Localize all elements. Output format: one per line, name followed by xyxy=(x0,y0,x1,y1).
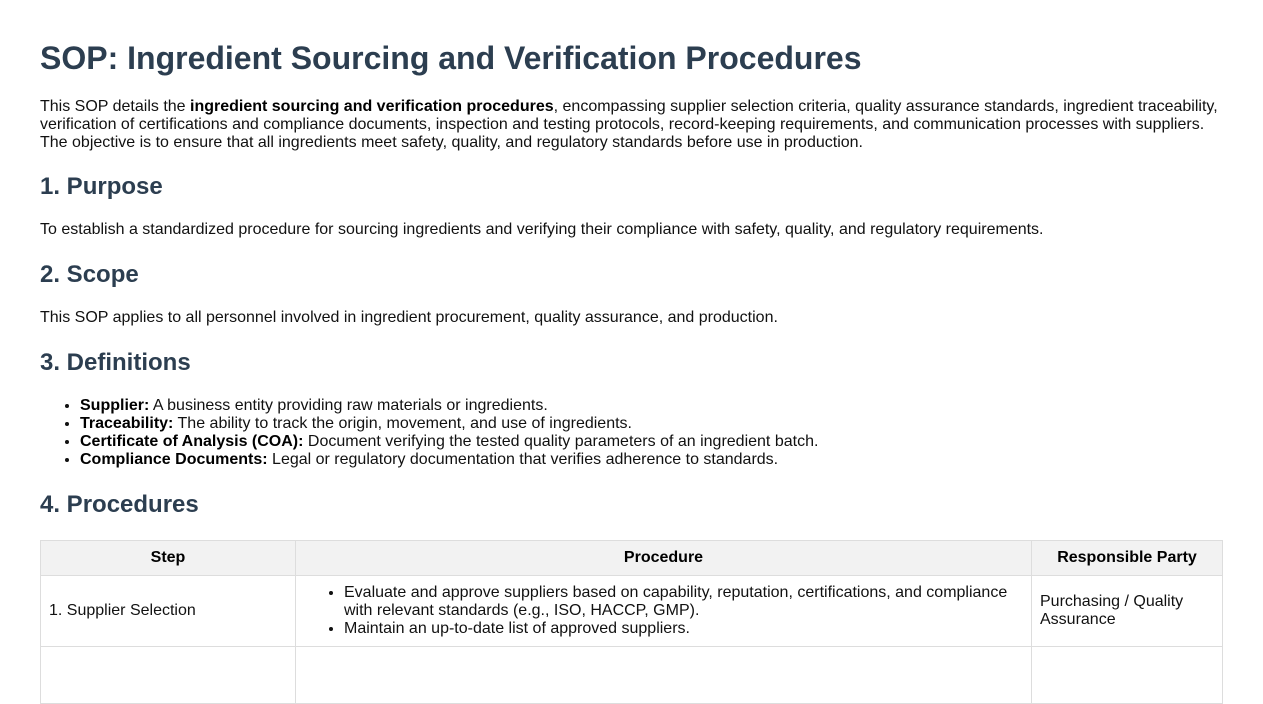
definition-item xyxy=(80,415,1223,433)
procedures-table xyxy=(40,540,1223,704)
definition-text: The ability to track the origin, movement, and use of ingredients. xyxy=(173,415,632,432)
scope-heading: 2. Scope xyxy=(40,261,139,288)
definition-text: Document verifying the tested quality parameters of an ingredient batch. xyxy=(303,433,819,450)
table-row xyxy=(41,647,1223,704)
definition-text: Legal or regulatory documentation that verifies adherence to standards. xyxy=(267,451,779,468)
procedure-bullet: • Evaluate and approve suppliers based on capability, reputation, certifications, and compliance with relevant standards (e.g., ISO, HACCP, GMP). xyxy=(344,584,1023,620)
definition-item xyxy=(80,451,1223,469)
procedure-cell xyxy=(296,647,1032,704)
purpose-text: To establish a standardized procedure for sourcing ingredients and verifying their compliance with safety, quality, and regulatory requirements. xyxy=(40,221,1044,238)
purpose-heading: 1. Purpose xyxy=(40,173,163,200)
intro-paragraph xyxy=(40,98,1223,152)
definition-item xyxy=(80,397,1223,415)
column-header-responsible-party: Responsible Party xyxy=(1032,541,1223,576)
definition-term: Compliance Documents: xyxy=(80,451,268,468)
responsible-party-cell xyxy=(1032,647,1223,704)
definition-text: A business entity providing raw materials or ingredients. xyxy=(149,397,548,414)
column-header-step: Step xyxy=(41,541,296,576)
procedures-heading: 4. Procedures xyxy=(40,491,199,518)
definitions-heading: 3. Definitions xyxy=(40,349,191,376)
step-cell: 1. Supplier Selection xyxy=(41,576,296,647)
step-cell xyxy=(41,647,296,704)
definition-term: Supplier: xyxy=(80,397,150,414)
table-header-row xyxy=(41,541,1223,576)
procedure-cell xyxy=(296,576,1032,647)
definition-item xyxy=(80,433,1223,451)
responsible-party-cell: Purchasing / Quality Assurance xyxy=(1032,576,1223,647)
page-title: SOP: Ingredient Sourcing and Verification Procedures xyxy=(40,40,862,76)
column-header-procedure: Procedure xyxy=(296,541,1032,576)
definition-term: Traceability: xyxy=(80,415,174,432)
procedure-bullet: • Maintain an up-to-date list of approved suppliers. xyxy=(344,620,1023,638)
definition-term: Certificate of Analysis (COA): xyxy=(80,433,304,450)
table-row xyxy=(41,576,1223,647)
procedure-bullets xyxy=(304,584,1023,638)
definitions-list xyxy=(40,397,1223,469)
intro-suffix: , encompassing supplier selection criteria, quality assurance standards, ingredient traceability, verification of certifications and compliance documents, inspection and testing protocols, record-keeping requirements, and communication processes with suppliers. The objective is to ensure that all ingredients meet safety, quality, and regulatory standards before use in production. xyxy=(40,98,1218,151)
scope-text: This SOP applies to all personnel involved in ingredient procurement, quality assurance, and production. xyxy=(40,309,778,326)
intro-bold: ingredient sourcing and verification procedures xyxy=(190,98,554,115)
intro-prefix: This SOP details the xyxy=(40,98,190,115)
